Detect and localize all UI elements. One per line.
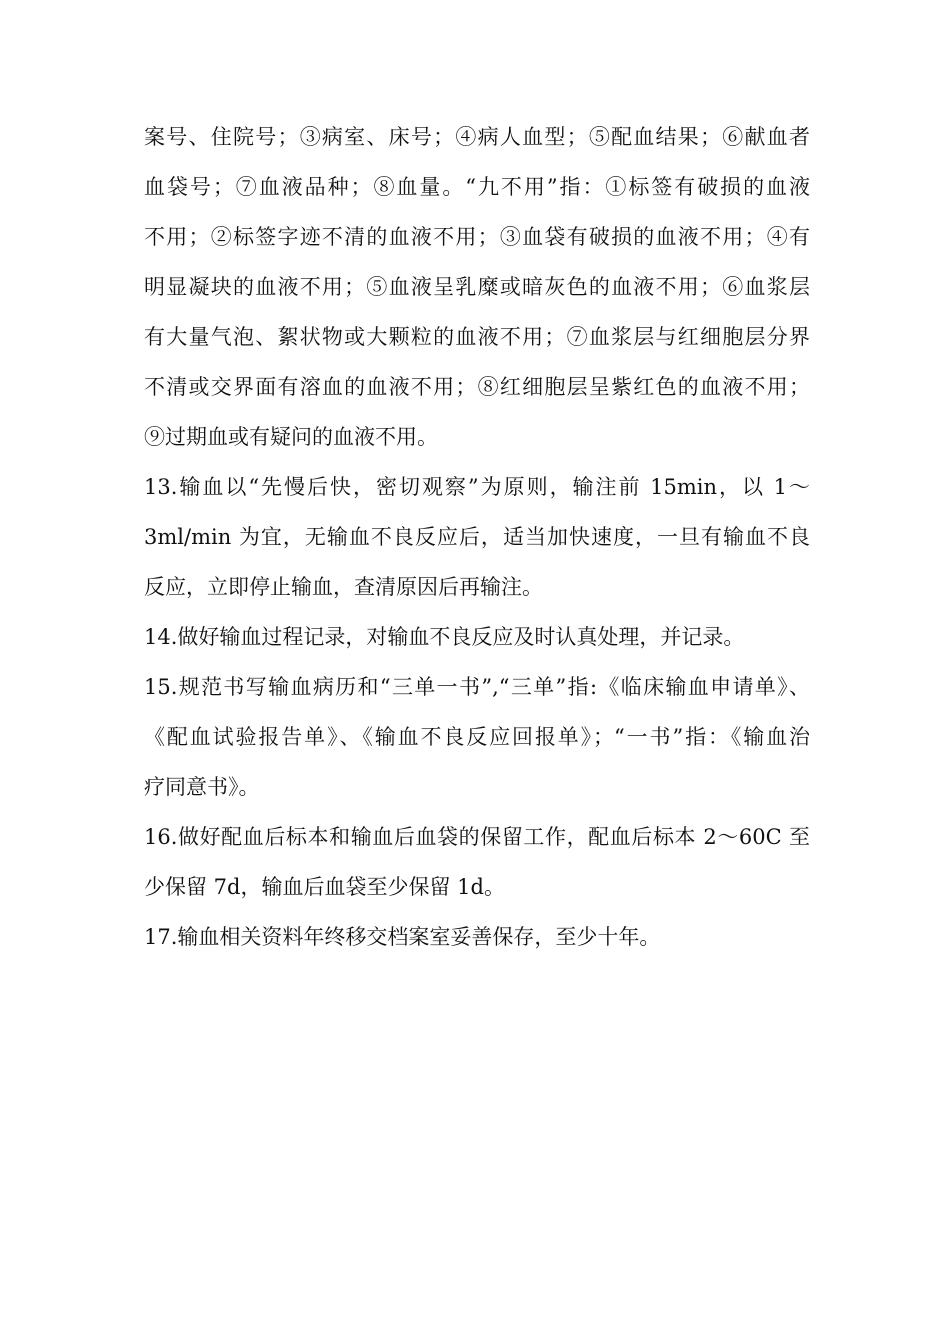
text-line: 3ml/min 为宜，无输血不良反应后，适当加快速度，一旦有输血不良 <box>144 525 810 549</box>
text-line: 有大量气泡、絮状物或大颗粒的血液不用；⑦血浆层与红细胞层分界 <box>144 325 810 349</box>
text-line: 少保留 7d，输血后血袋至少保留 1d。 <box>144 875 505 899</box>
text-line: 疗同意书》。 <box>144 775 260 799</box>
text-line: 不用；②标签字迹不清的血液不用；③血袋有破损的血液不用；④有 <box>144 225 810 249</box>
text-line: 案号、住院号；③病室、床号；④病人血型；⑤配血结果；⑥献血者 <box>144 125 810 149</box>
text-line: 反应，立即停止输血，查清原因后再输注。 <box>144 575 543 599</box>
document-body <box>144 112 810 962</box>
text-line: 14.做好输血过程记录，对输血不良反应及时认真处理，并记录。 <box>144 625 745 649</box>
text-line: 13.输血以“先慢后快，密切观察”为原则，输注前 15min，以 1～ <box>144 475 810 499</box>
text-line: ⑨过期血或有疑问的血液不用。 <box>144 425 438 449</box>
text-line: 不清或交界面有溶血的血液不用；⑧红细胞层呈紫红色的血液不用； <box>144 375 810 399</box>
text-line: 明显凝块的血液不用；⑤血液呈乳糜或暗灰色的血液不用；⑥血浆层 <box>144 275 810 299</box>
text-line: 16.做好配血后标本和输血后血袋的保留工作，配血后标本 2～60C 至 <box>144 825 810 849</box>
text-line: 血袋号；⑦血液品种；⑧血量。“九不用”指：①标签有破损的血液 <box>144 175 810 199</box>
text-line: 《配血试验报告单》、《输血不良反应回报单》；“一书”指：《输血治 <box>144 725 810 749</box>
text-line: 17.输血相关资料年终移交档案室妥善保存，至少十年。 <box>144 925 661 949</box>
text-line: 15.规范书写输血病历和“三单一书”,“三单”指:《临床输血申请单》、 <box>144 675 810 699</box>
